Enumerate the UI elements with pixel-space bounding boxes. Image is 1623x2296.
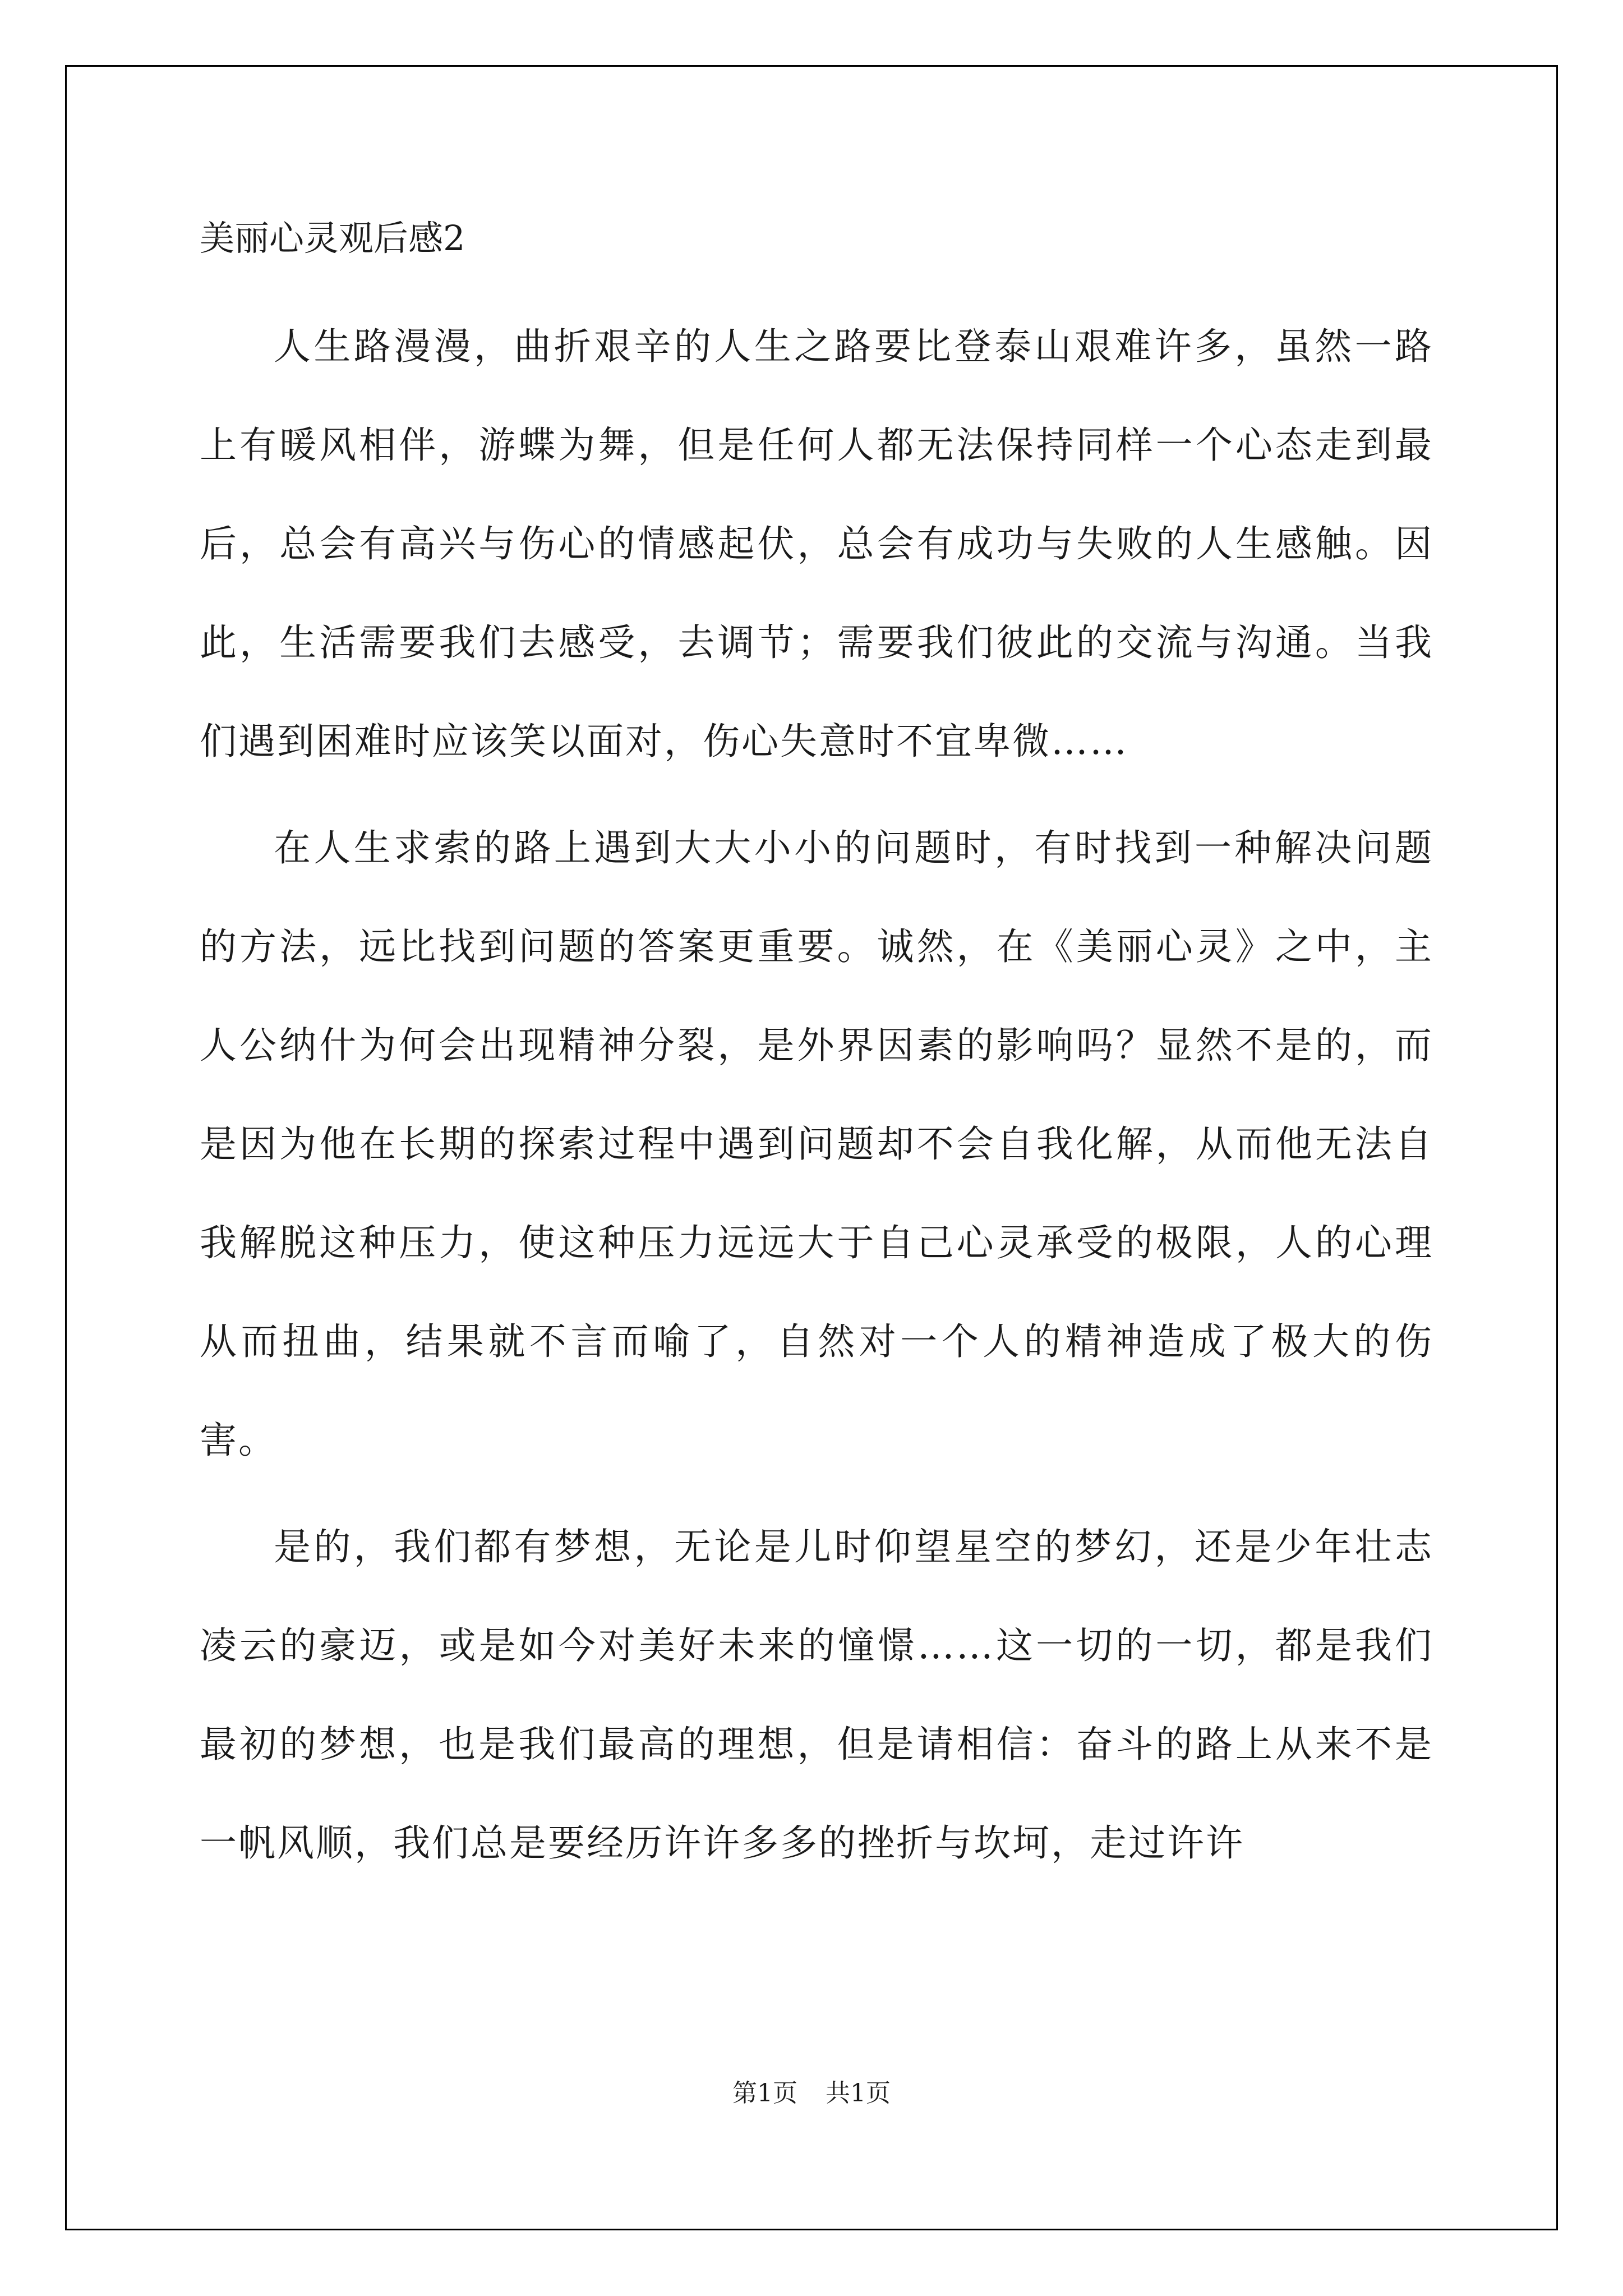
document-body bbox=[200, 213, 1433, 1901]
document-title: 美丽心灵观后感2 bbox=[200, 218, 465, 259]
total-pages: 共1页 bbox=[826, 2079, 891, 2108]
paragraph-3: 是的，我们都有梦想，无论是儿时仰望星空的梦幻，还是少年壮志凌云的豪迈，或是如今对美好未来的憧憬……这一切的一切，都是我们最初的梦想，也是我们最高的理想，但是请相信：奋斗的路上从来不是一帆风顺，我们总是要经历许许多多的挫折与坎坷，走过许许 bbox=[200, 1525, 1433, 1865]
page-number: 第1页 bbox=[732, 2079, 797, 2108]
paragraph-1: 人生路漫漫，曲折艰辛的人生之路要比登泰山艰难许多，虽然一路上有暖风相伴，游蝶为舞，但是任何人都无法保持同样一个心态走到最后，总会有高兴与伤心的情感起伏，总会有成功与失败的人生感触。因此，生活需要我们去感受，去调节；需要我们彼此的交流与沟通。当我们遇到困难时应该笑以面对，伤心失意时不宜卑微…… bbox=[200, 325, 1433, 763]
page-footer bbox=[0, 2077, 1623, 2110]
paragraph-2: 在人生求索的路上遇到大大小小的问题时，有时找到一种解决问题的方法，远比找到问题的答案更重要。诚然，在《美丽心灵》之中，主人公纳什为何会出现精神分裂，是外界因素的影响吗？显然不是的，而是因为他在长期的探索过程中遇到问题却不会自我化解，从而他无法自我解脱这种压力，使这种压力远远大于自己心灵承受的极限，人的心理从而扭曲，结果就不言而喻了，自然对一个人的精神造成了极大的伤害。 bbox=[200, 826, 1433, 1462]
